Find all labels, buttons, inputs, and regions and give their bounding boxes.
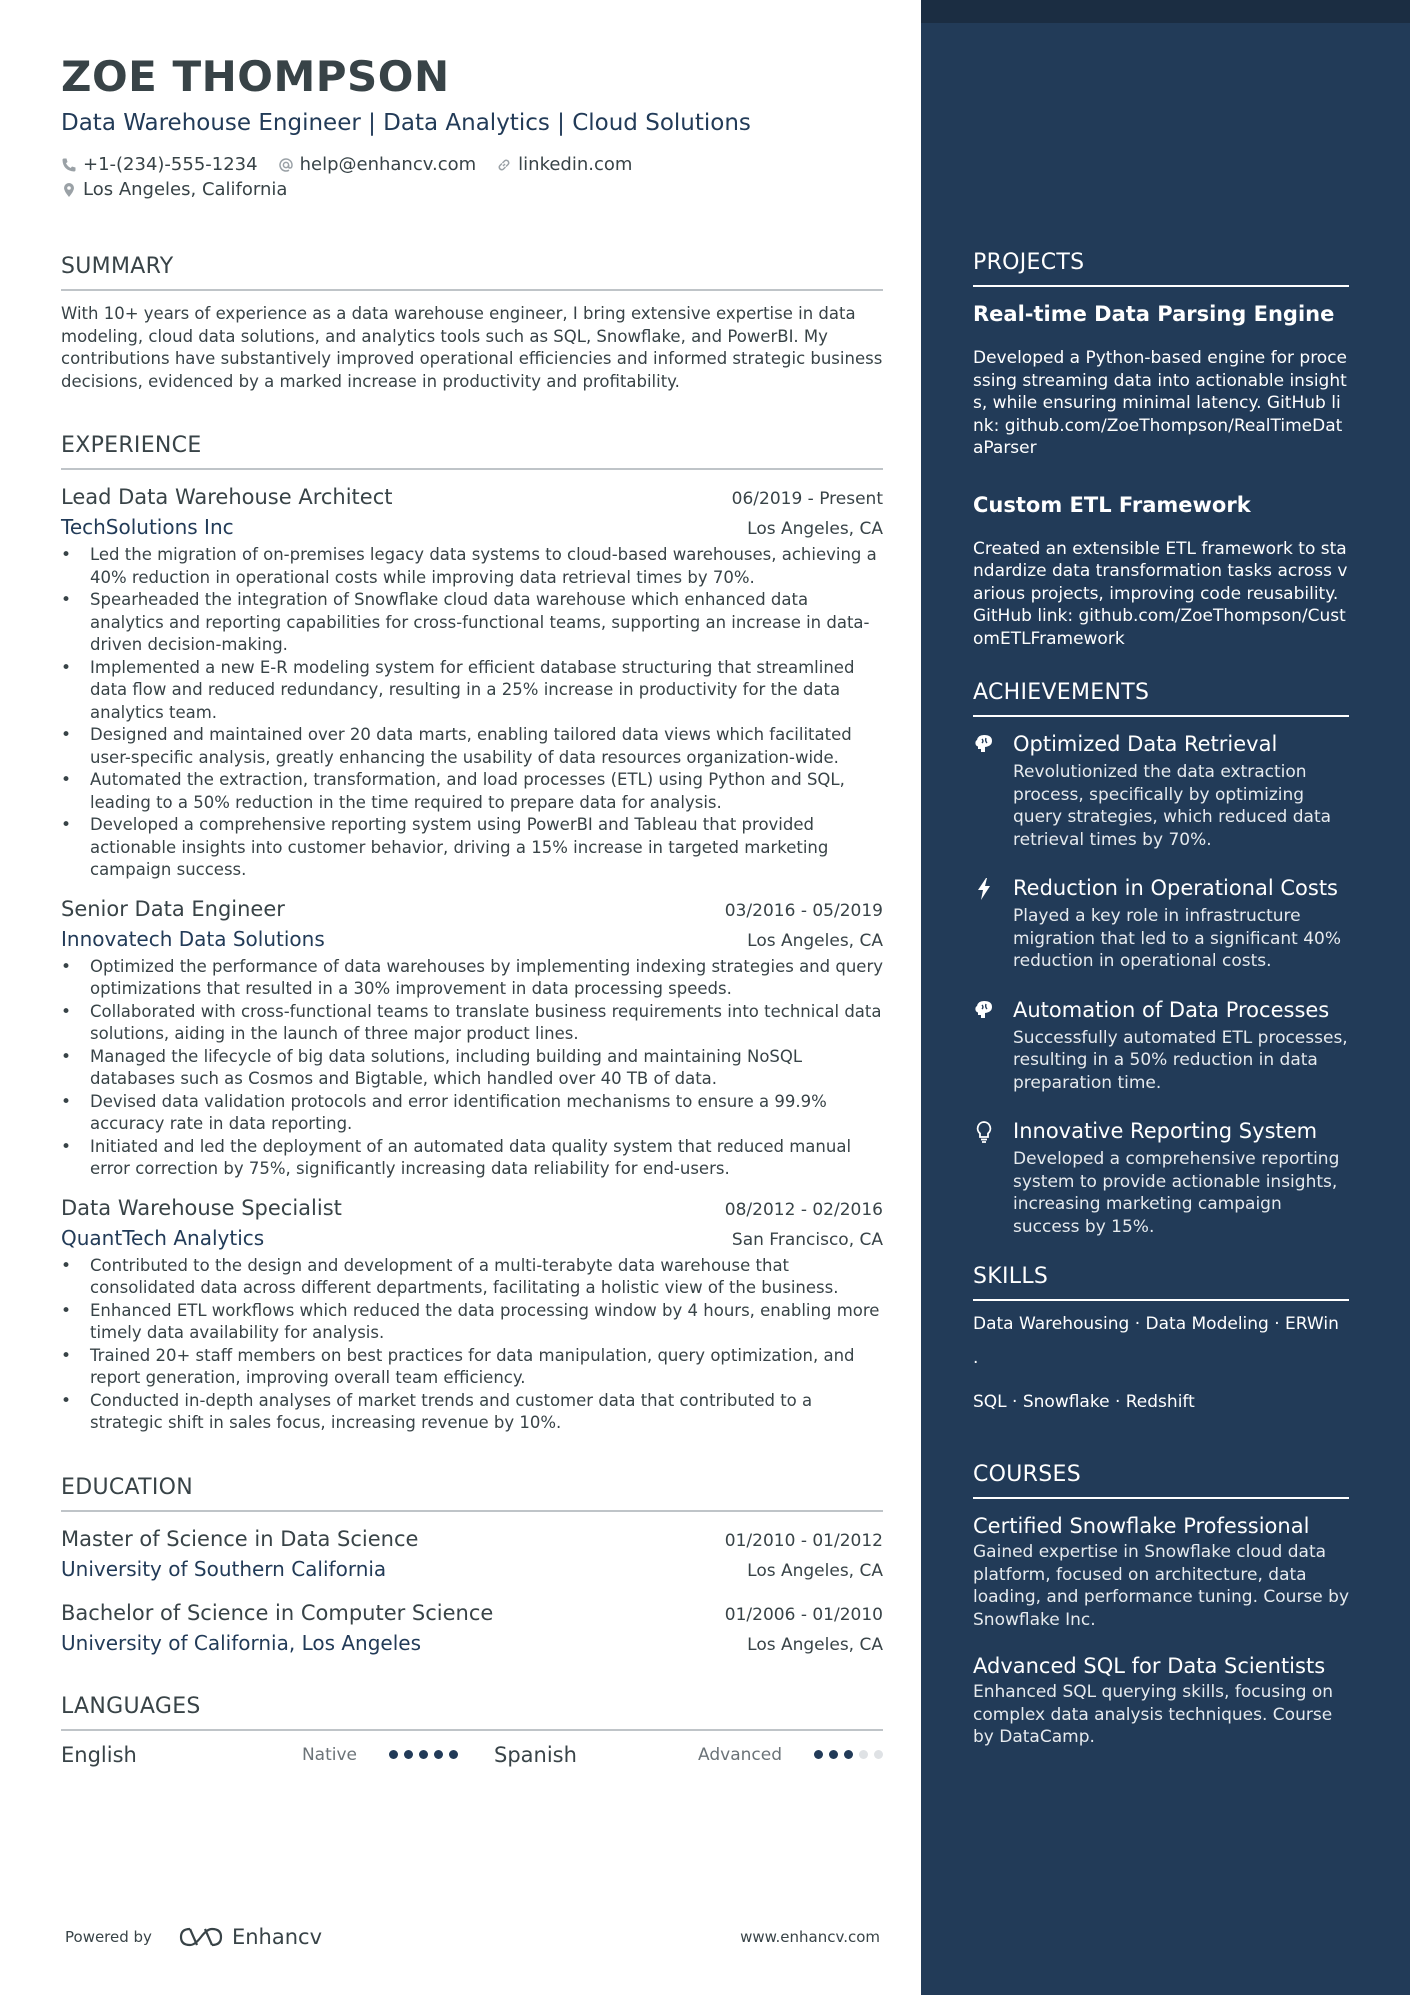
rating-dot xyxy=(814,1750,823,1759)
achievement-description: Played a key role in infrastructure migration that led to a significant 40% reduction in operational costs. xyxy=(1013,906,1342,971)
skills-list xyxy=(973,1305,1349,1422)
achievement-body xyxy=(1013,873,1349,973)
lightbulb-icon xyxy=(973,1120,995,1144)
bullet-item: • Optimized the performance of data warehouses by implementing indexing strategies and query optimizations that resulted in a 30% improvement in data processing speeds. xyxy=(61,956,883,1001)
bullet-item: • Led the migration of on-premises legacy data systems to cloud-based warehouses, achieving a 40% reduction in operational costs while improving data retrieval times by 70%. xyxy=(61,544,883,589)
job-company: QuantTech Analytics xyxy=(61,1225,265,1250)
education-section xyxy=(61,1475,883,1658)
achievement-description: Revolutionized the data extraction process, specifically by optimizing query strategies, which reduced data retrieval times by 70%. xyxy=(1013,762,1332,850)
achievement-icon-wrap xyxy=(973,873,1013,973)
education-location: Los Angeles, CA xyxy=(747,1634,883,1655)
location-text: Los Angeles, California xyxy=(83,179,288,200)
education-entry xyxy=(61,1598,883,1658)
job-company-row xyxy=(61,512,883,542)
achievement-entry xyxy=(973,729,1349,851)
job-entry xyxy=(61,1193,883,1435)
lightning-icon xyxy=(973,877,995,901)
course-description: Gained expertise in Snowflake cloud data platform, focused on architecture, data loading, and performance tuning. Course by Snowflake Inc. xyxy=(973,1542,1350,1630)
project-title: Real-time Data Parsing Engine xyxy=(973,302,1335,326)
project-description: Created an extensible ETL framework to standardize data transformation tasks across various projects, improving code reusability. GitHub link: github.com/ZoeThompson/CustomETLFramework xyxy=(973,538,1348,649)
enhancv-logo-icon xyxy=(178,1925,224,1949)
rating-dot xyxy=(859,1750,868,1759)
achievement-body xyxy=(1013,729,1349,851)
job-bullets xyxy=(61,1255,883,1435)
brain-icon xyxy=(973,733,995,757)
skills-heading: SKILLS xyxy=(973,1264,1349,1301)
bullet-item: • Initiated and led the deployment of an automated data quality system that reduced manual error correction by 75%, significantly increasing data reliability for end-users. xyxy=(61,1136,883,1181)
summary-section xyxy=(61,254,883,393)
job-date: 03/2016 - 05/2019 xyxy=(724,900,883,921)
bullet-item: • Contributed to the design and development of a multi-terabyte data warehouse that consolidated data across different departments, facilitating a holistic view of the business. xyxy=(61,1255,883,1300)
bullet-item: • Conducted in-depth analyses of market trends and customer data that contributed to a strategic shift in sales focus, increasing revenue by 10%. xyxy=(61,1390,883,1435)
bullet-item: • Implemented a new E-R modeling system for efficient database structuring that streamlined data flow and reduced redundancy, resulting in a 25% increase in productivity for the data analytics team. xyxy=(61,657,883,725)
projects-section xyxy=(973,250,1349,650)
courses-heading: COURSES xyxy=(973,1462,1349,1499)
language-rating xyxy=(814,1750,883,1759)
job-bullets xyxy=(61,544,883,882)
skills-line: Data Warehousing · Data Modeling · ERWin · xyxy=(973,1314,1339,1373)
achievement-description: Developed a comprehensive reporting system to provide actionable insights, increasing marketing campaign success by 15%. xyxy=(1013,1149,1340,1237)
education-date: 01/2010 - 01/2012 xyxy=(724,1530,883,1551)
achievement-icon-wrap xyxy=(973,995,1013,1095)
job-company-row xyxy=(61,1223,883,1253)
project-description: Developed a Python-based engine for processing streaming data into actionable insights, while ensuring minimal latency. GitHub link: github.com/ZoeThompson/RealTimeDataParser xyxy=(973,348,1348,458)
degree: Master of Science in Data Science xyxy=(61,1526,419,1551)
email-text: help@enhancv.com xyxy=(299,154,477,175)
education-entry xyxy=(61,1524,883,1584)
job-date: 06/2019 - Present xyxy=(731,489,883,509)
language-name: English xyxy=(61,1742,137,1767)
enhancv-logo[interactable] xyxy=(178,1925,322,1949)
bullet-item: • Enhanced ETL workflows which reduced the data processing window by 4 hours, enabling more timely data availability for analysis. xyxy=(61,1300,883,1345)
rating-dot xyxy=(404,1750,413,1759)
degree: Bachelor of Science in Computer Science xyxy=(61,1600,494,1625)
bullet-item: • Devised data validation protocols and error identification mechanisms to ensure a 99.9% accuracy rate in data reporting. xyxy=(61,1091,883,1136)
achievement-title: Optimized Data Retrieval xyxy=(1013,732,1278,756)
project-entry xyxy=(973,490,1349,651)
bullet-item: • Automated the extraction, transformation, and load processes (ETL) using Python and SQL, leading to a 50% reduction in the time required to prepare data for analysis. xyxy=(61,769,883,814)
job-company: TechSolutions Inc xyxy=(61,515,234,539)
job-company-row xyxy=(61,924,883,954)
rating-dot xyxy=(419,1750,428,1759)
sidebar-top-bar xyxy=(921,0,1410,23)
achievement-entry xyxy=(973,1116,1349,1238)
powered-by-label: Powered by xyxy=(65,1928,152,1946)
language-name: Spanish xyxy=(494,1742,577,1767)
achievements-heading: ACHIEVEMENTS xyxy=(973,680,1349,717)
achievement-icon-wrap xyxy=(973,1116,1013,1238)
location-pin-icon xyxy=(61,182,77,198)
rating-dot xyxy=(434,1750,443,1759)
contact-info xyxy=(61,152,883,202)
candidate-name: ZOE THOMPSON xyxy=(61,52,450,101)
bullet-item: • Designed and maintained over 20 data marts, enabling tailored data views which facilitated user-specific analysis, greatly enhancing the usability of data resources organization-wide. xyxy=(61,724,883,769)
courses-list xyxy=(973,1511,1349,1749)
footer-url[interactable]: www.enhancv.com xyxy=(740,1928,880,1946)
project-entry xyxy=(973,299,1349,460)
phone-contact[interactable] xyxy=(61,152,258,177)
achievement-title: Innovative Reporting System xyxy=(1013,1119,1318,1143)
link-contact[interactable] xyxy=(496,152,632,177)
brand-name: Enhancv xyxy=(231,1925,322,1949)
phone-text: +1-(234)-555-1234 xyxy=(83,154,258,175)
languages-heading: LANGUAGES xyxy=(61,1694,883,1731)
course-title: Advanced SQL for Data Scientists xyxy=(973,1654,1326,1678)
footer xyxy=(65,1925,880,1949)
bullet-item: • Managed the lifecycle of big data solutions, including building and maintaining NoSQL databases such as Cosmos and Bigtable, which handled over 40 TB of data. xyxy=(61,1046,883,1091)
course-entry xyxy=(973,1511,1349,1631)
candidate-title: Data Warehouse Engineer | Data Analytics | Cloud Solutions xyxy=(61,110,751,136)
bullet-item: • Spearheaded the integration of Snowflake cloud data warehouse which enhanced data analytics and reporting capabilities for cross-functional teams, supporting an increase in data-driven decision-making. xyxy=(61,589,883,657)
achievement-entry xyxy=(973,873,1349,973)
job-location: San Francisco, CA xyxy=(731,1229,883,1250)
language-item xyxy=(61,1743,494,1767)
school-row xyxy=(61,1554,883,1584)
rating-dot xyxy=(389,1750,398,1759)
skills-line: SQL · Snowflake · Redshift xyxy=(973,1392,1195,1412)
brain-icon xyxy=(973,999,995,1023)
courses-section xyxy=(973,1462,1349,1749)
languages-section xyxy=(61,1694,883,1775)
achievements-list xyxy=(973,729,1349,1238)
achievement-title: Reduction in Operational Costs xyxy=(1013,876,1338,900)
job-header xyxy=(61,482,883,512)
bullet-item: • Trained 20+ staff members on best practices for data manipulation, query optimization, and report generation, improving overall team efficiency. xyxy=(61,1345,883,1390)
achievement-title: Automation of Data Processes xyxy=(1013,997,1330,1022)
achievements-section xyxy=(973,680,1349,1238)
course-entry xyxy=(973,1651,1349,1749)
achievement-icon-wrap xyxy=(973,729,1013,851)
education-location: Los Angeles, CA xyxy=(747,1560,883,1581)
skills-section xyxy=(973,1264,1349,1422)
achievement-description: Successfully automated ETL processes, resulting in a 50% reduction in data preparation time. xyxy=(1013,1027,1348,1093)
job-entry xyxy=(61,894,883,1181)
education-date: 01/2006 - 01/2010 xyxy=(724,1604,883,1625)
link-text: linkedin.com xyxy=(518,154,633,175)
project-title: Custom ETL Framework xyxy=(973,492,1251,517)
powered-by xyxy=(65,1925,322,1949)
location-contact xyxy=(61,177,287,202)
language-item xyxy=(494,1743,883,1767)
projects-list xyxy=(973,299,1349,650)
course-title: Certified Snowflake Professional xyxy=(973,1514,1310,1538)
job-title: Lead Data Warehouse Architect xyxy=(61,485,393,509)
job-location: Los Angeles, CA xyxy=(747,519,883,539)
education-list xyxy=(61,1524,883,1658)
education-header xyxy=(61,1524,883,1554)
sidebar xyxy=(921,0,1410,1995)
at-icon xyxy=(278,157,294,173)
rating-dot xyxy=(449,1750,458,1759)
experience-list xyxy=(61,482,883,1435)
job-bullets xyxy=(61,956,883,1181)
education-heading: EDUCATION xyxy=(61,1475,883,1512)
job-title: Senior Data Engineer xyxy=(61,896,285,921)
school-row xyxy=(61,1628,883,1658)
bullet-item: • Collaborated with cross-functional teams to translate business requirements into technical data solutions, aiding in the launch of three major product lines. xyxy=(61,1001,883,1046)
rating-dot xyxy=(874,1750,883,1759)
experience-heading: EXPERIENCE xyxy=(61,433,883,470)
job-header xyxy=(61,1193,883,1223)
achievement-body xyxy=(1013,995,1349,1095)
email-contact[interactable] xyxy=(278,152,477,177)
job-entry xyxy=(61,482,883,882)
job-header xyxy=(61,894,883,924)
job-company: Innovatech Data Solutions xyxy=(61,926,325,951)
language-level: Native xyxy=(301,1744,357,1765)
projects-heading: PROJECTS xyxy=(973,250,1349,287)
job-location: Los Angeles, CA xyxy=(747,930,883,951)
summary-heading: SUMMARY xyxy=(61,254,883,291)
job-date: 08/2012 - 02/2016 xyxy=(724,1199,883,1220)
link-icon xyxy=(496,157,512,173)
achievement-body xyxy=(1013,1116,1349,1238)
achievement-entry xyxy=(973,995,1349,1095)
rating-dot xyxy=(844,1750,853,1759)
school: University of Southern California xyxy=(61,1556,387,1581)
summary-text: With 10+ years of experience as a data warehouse engineer, I bring extensive expertise in data modeling, cloud data solutions, and analytics tools such as SQL, Snowflake, and PowerBI. My contributions have substantively improved operational efficiencies and informed strategic business decisions, evidenced by a marked increase in productivity and profitability. xyxy=(61,304,883,391)
bullet-item: • Developed a comprehensive reporting system using PowerBI and Tableau that provided actionable insights into customer behavior, driving a 15% increase in targeted marketing campaign success. xyxy=(61,814,883,882)
language-level: Advanced xyxy=(698,1744,782,1765)
course-description: Enhanced SQL querying skills, focusing on complex data analysis techniques. Course by DataCamp. xyxy=(973,1682,1334,1747)
languages-list xyxy=(61,1735,883,1775)
rating-dot xyxy=(829,1750,838,1759)
phone-icon xyxy=(61,157,77,173)
job-title: Data Warehouse Specialist xyxy=(61,1195,342,1220)
education-header xyxy=(61,1598,883,1628)
experience-section xyxy=(61,433,883,1435)
school: University of California, Los Angeles xyxy=(61,1630,422,1655)
language-rating xyxy=(389,1750,458,1759)
